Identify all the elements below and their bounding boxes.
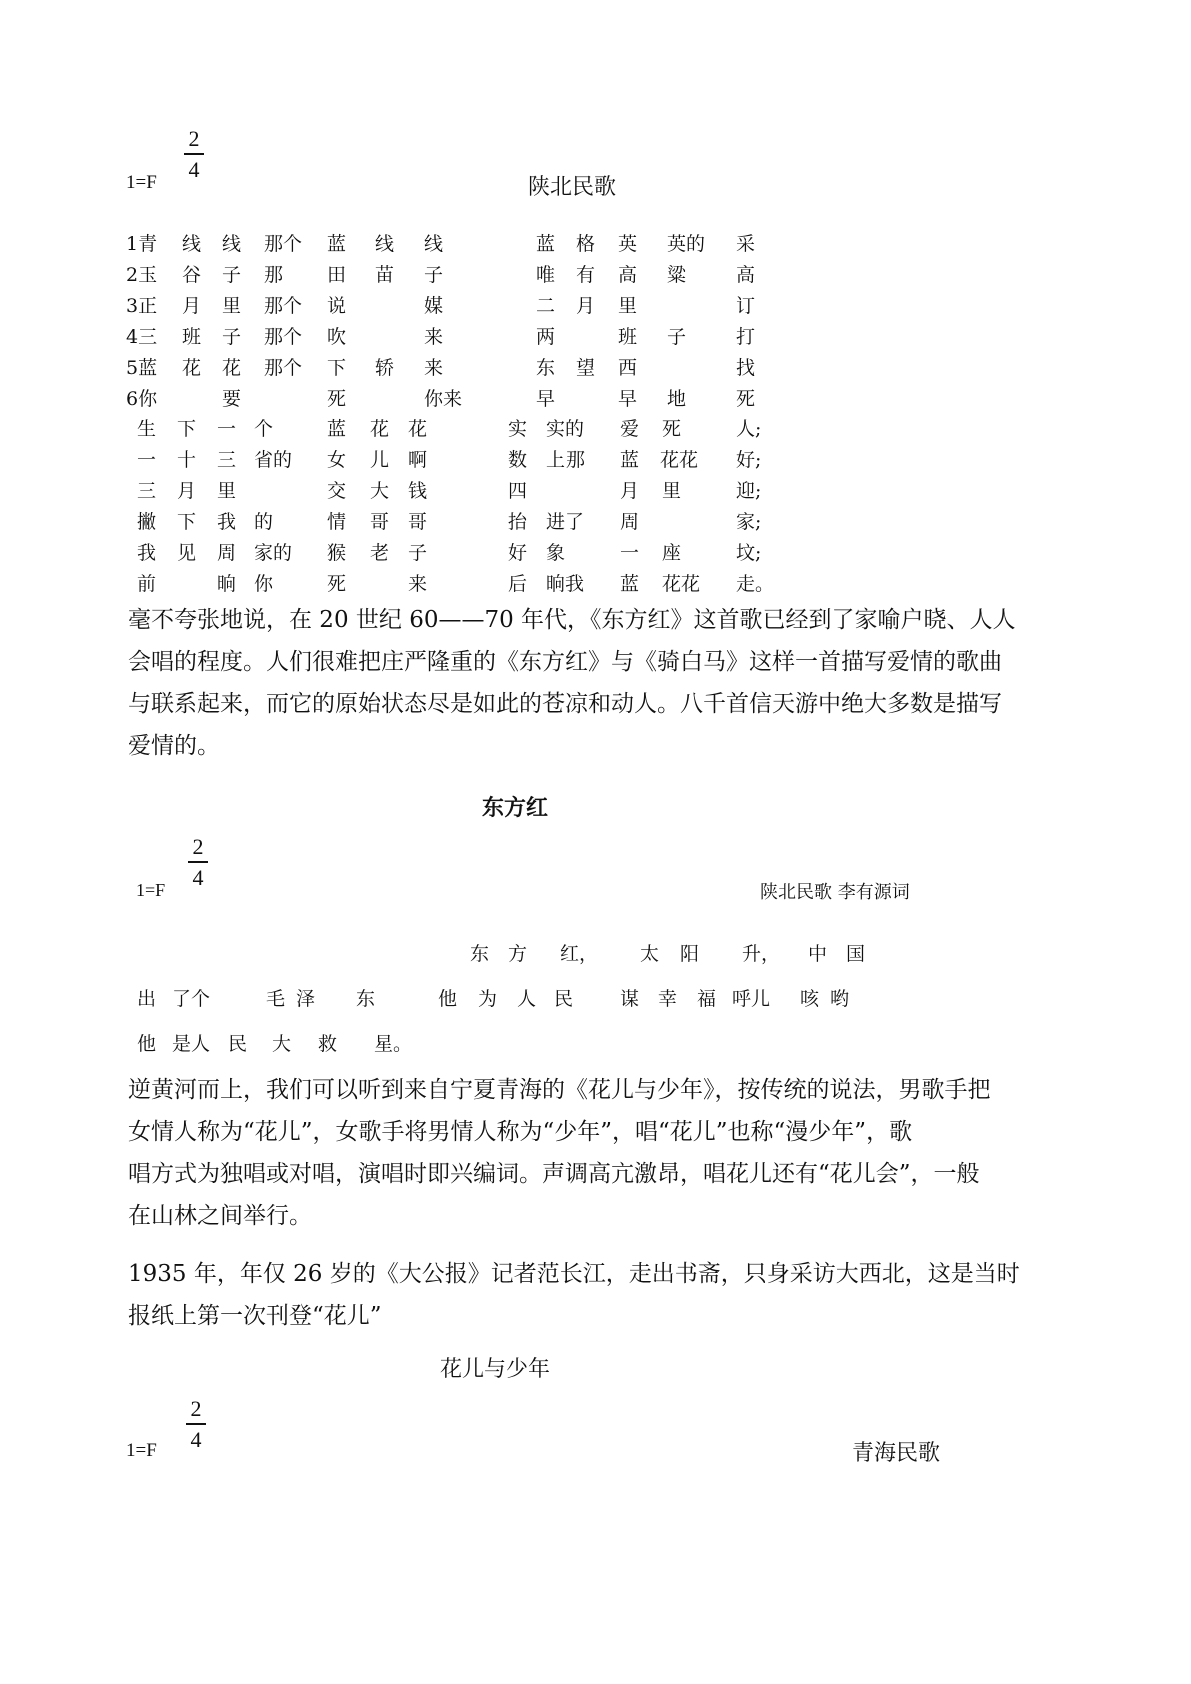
lyric-cell: 四: [508, 480, 528, 502]
lyric-cell: 一: [620, 542, 640, 564]
time-signature: [186, 1398, 206, 1451]
lyric-cell: 象: [546, 542, 566, 564]
lyric-row: [0, 569, 1191, 599]
time-signature-top: 2: [192, 834, 204, 859]
text-line: 报纸上第一次刊登“花儿”: [128, 1303, 382, 1329]
time-signature-top: 2: [190, 1396, 202, 1421]
lyric-cell: 撇: [137, 511, 157, 533]
lyric-cell: 说: [327, 295, 347, 317]
lyric-cell: 3正: [126, 295, 158, 317]
lyric-cell: 家的: [254, 542, 293, 564]
lyric-cell: 蓝: [327, 418, 347, 440]
lyric-cell: 月: [177, 480, 197, 502]
lyric-row: [0, 322, 1191, 352]
time-signature-bottom: 4: [192, 864, 204, 890]
lyric-cell: 格: [576, 233, 596, 255]
text-line: 逆黄河而上，我们可以听到来自宁夏青海的《花儿与少年》，按传统的说法，男歌手把: [128, 1077, 991, 1103]
time-signature-bottom: 4: [190, 1426, 202, 1452]
lyric-cell: 三: [217, 449, 237, 471]
lyric-row: [0, 476, 1191, 506]
lyric-cell: 出: [137, 988, 157, 1010]
lyric-cell: 东: [470, 943, 490, 965]
text-line: 1935 年，年仅 26 岁的《大公报》记者范长江，走出书斋，只身采访大西北，这是当时: [128, 1261, 1020, 1287]
lyric-cell: 啊: [408, 449, 428, 471]
lyric-cell: 好;: [736, 449, 762, 471]
song-title: 花儿与少年: [440, 1357, 551, 1382]
song-key: 1=F: [136, 880, 166, 900]
lyric-cell: 咳: [800, 988, 820, 1010]
lyric-row: [0, 445, 1191, 475]
lyric-cell: 我: [217, 511, 237, 533]
lyric-cell: 坟;: [736, 542, 762, 564]
lyric-cell: 实: [508, 418, 528, 440]
lyric-cell: 晌: [217, 573, 237, 595]
lyric-cell: 蓝: [536, 233, 556, 255]
lyric-cell: 阳: [680, 943, 700, 965]
lyric-cell: 线: [424, 233, 444, 255]
lyric-cell: 你来: [424, 388, 463, 410]
lyric-cell: 月: [576, 295, 596, 317]
lyric-cell: 下: [177, 418, 197, 440]
lyric-cell: 哥: [370, 511, 390, 533]
lyric-cell: 国: [846, 943, 866, 965]
lyric-cell: 两: [536, 326, 556, 348]
lyric-cell: 情: [327, 511, 347, 533]
lyric-cell: 大: [370, 480, 390, 502]
lyric-cell: 花花: [662, 573, 701, 595]
lyric-row: [0, 353, 1191, 383]
lyric-cell: 大: [272, 1033, 292, 1055]
lyric-cell: 一: [217, 418, 237, 440]
lyric-row: [0, 1029, 1191, 1059]
lyric-row: [0, 291, 1191, 321]
lyric-cell: 十: [177, 449, 197, 471]
lyric-cell: 1青: [126, 233, 158, 255]
lyric-cell: 实的: [546, 418, 585, 440]
lyric-cell: 东: [356, 988, 376, 1010]
lyric-cell: 他: [438, 988, 458, 1010]
lyric-cell: 二: [536, 295, 556, 317]
lyric-cell: 田: [327, 264, 347, 286]
lyric-cell: 望: [576, 357, 596, 379]
lyric-cell: 月: [620, 480, 640, 502]
lyric-cell: 花: [182, 357, 202, 379]
lyric-cell: 班: [182, 326, 202, 348]
lyric-cell: 交: [327, 480, 347, 502]
lyric-cell: 中: [808, 943, 828, 965]
lyric-cell: 生: [137, 418, 157, 440]
lyric-cell: 蓝: [620, 573, 640, 595]
lyric-cell: 早: [618, 388, 638, 410]
lyric-cell: 为: [478, 988, 498, 1010]
lyric-cell: 你: [254, 573, 274, 595]
lyric-cell: 谷: [182, 264, 202, 286]
lyric-cell: 线: [182, 233, 202, 255]
lyric-cell: 早: [536, 388, 556, 410]
lyric-cell: 晌我: [546, 573, 585, 595]
paragraph-dongfanghong-intro: [128, 599, 1058, 767]
lyric-cell: 好: [508, 542, 528, 564]
lyric-cell: 的: [254, 511, 274, 533]
lyric-cell: 那个: [264, 295, 303, 317]
lyric-cell: 粱: [667, 264, 687, 286]
lyric-cell: 座: [662, 542, 682, 564]
lyric-cell: 那个: [264, 357, 303, 379]
lyric-cell: 哟: [830, 988, 850, 1010]
text-line: 唱方式为独唱或对唱，演唱时即兴编词。声调高亢激昂，唱花儿还有“花儿会”，一般: [128, 1161, 980, 1187]
lyric-cell: 里: [222, 295, 242, 317]
lyric-cell: 地: [667, 388, 687, 410]
lyric-row: [0, 414, 1191, 444]
text-line: 在山林之间举行。: [128, 1203, 312, 1229]
lyric-cell: 高: [618, 264, 638, 286]
lyric-cell: 女: [327, 449, 347, 471]
lyric-cell: 打: [736, 326, 756, 348]
lyric-cell: 2玉: [126, 264, 158, 286]
song-origin: 陕北民歌: [528, 175, 617, 200]
lyric-cell: 里: [618, 295, 638, 317]
lyric-cell: 上: [546, 449, 566, 471]
lyric-cell: 有: [576, 264, 596, 286]
lyric-cell: 苗: [375, 264, 395, 286]
lyric-cell: 民: [554, 988, 574, 1010]
lyric-row: [0, 229, 1191, 259]
lyric-cell: 子: [222, 326, 242, 348]
lyric-cell: 里: [217, 480, 237, 502]
lyric-row: [0, 384, 1191, 414]
lyric-cell: 方: [508, 943, 528, 965]
song-title: 东方红: [482, 795, 549, 821]
lyric-cell: 子: [408, 542, 428, 564]
lyric-cell: 来: [424, 357, 444, 379]
lyric-cell: 来: [408, 573, 428, 595]
lyric-cell: 前: [137, 573, 157, 595]
lyric-cell: 媒: [424, 295, 444, 317]
lyric-cell: 数: [508, 449, 528, 471]
lyric-cell: 猴: [327, 542, 347, 564]
lyric-cell: 蓝: [620, 449, 640, 471]
song-key: 1=F: [126, 172, 157, 193]
lyric-cell: 线: [375, 233, 395, 255]
lyric-cell: 他: [137, 1033, 157, 1055]
lyric-cell: 那个: [264, 326, 303, 348]
lyric-cell: 班: [618, 326, 638, 348]
lyric-cell: 蓝: [327, 233, 347, 255]
lyric-cell: 那个: [264, 233, 303, 255]
time-signature: [188, 836, 208, 889]
lyric-cell: 儿: [370, 449, 390, 471]
lyric-cell: 采: [736, 233, 756, 255]
lyric-cell: 个: [254, 418, 274, 440]
song-origin: 青海民歌: [852, 1441, 941, 1466]
lyric-cell: 里: [662, 480, 682, 502]
lyric-cell: 死: [736, 388, 756, 410]
lyric-cell: 要: [222, 388, 242, 410]
lyric-cell: 西: [618, 357, 638, 379]
lyric-cell: 了个: [172, 988, 211, 1010]
lyric-cell: 4三: [126, 326, 158, 348]
time-signature-top: 2: [188, 126, 200, 151]
lyric-cell: 进了: [546, 511, 585, 533]
lyric-cell: 来: [424, 326, 444, 348]
lyric-cell: 人;: [736, 418, 762, 440]
lyric-cell: 呼儿: [732, 988, 771, 1010]
lyric-cell: 花: [370, 418, 390, 440]
text-line: 毫不夸张地说，在 20 世纪 60——70 年代，《东方红》这首歌已经到了家喻户晓、人人: [128, 607, 1016, 633]
lyric-cell: 找: [736, 357, 756, 379]
text-line: 爱情的。: [128, 733, 220, 759]
lyric-cell: 下: [327, 357, 347, 379]
lyric-cell: 人: [517, 988, 537, 1010]
lyric-cell: 英: [618, 233, 638, 255]
lyric-cell: 花: [222, 357, 242, 379]
time-signature: [184, 128, 204, 181]
text-line: 会唱的程度。人们很难把庄严隆重的《东方红》与《骑白马》这样一首描写爱情的歌曲: [128, 649, 1002, 675]
lyric-cell: 是人: [172, 1033, 211, 1055]
song-key: 1=F: [126, 1440, 157, 1461]
lyric-row: [0, 507, 1191, 537]
lyric-cell: 迎;: [736, 480, 762, 502]
lyric-cell: 走。: [736, 573, 775, 595]
lyric-cell: 民: [228, 1033, 248, 1055]
lyric-cell: 家;: [736, 511, 762, 533]
lyric-cell: 抬: [508, 511, 528, 533]
lyric-cell: 周: [620, 511, 640, 533]
lyric-cell: 订: [736, 295, 756, 317]
lyric-cell: 死: [662, 418, 682, 440]
lyric-cell: 6你: [126, 388, 158, 410]
lyric-cell: 哥: [408, 511, 428, 533]
lyric-cell: 那: [566, 449, 586, 471]
lyric-cell: 线: [222, 233, 242, 255]
lyric-cell: 死: [327, 388, 347, 410]
lyric-cell: 一: [137, 449, 157, 471]
lyric-cell: 见: [177, 542, 197, 564]
lyric-cell: 老: [370, 542, 390, 564]
lyric-cell: 三: [137, 480, 157, 502]
lyric-cell: 泽: [296, 988, 316, 1010]
lyric-cell: 升，: [742, 943, 781, 965]
lyric-cell: 毛: [266, 988, 286, 1010]
text-line: 女情人称为“花儿”，女歌手将男情人称为“少年”，唱“花儿”也称“漫少年”，歌: [128, 1119, 913, 1145]
lyric-row: [0, 538, 1191, 568]
lyric-cell: 我: [137, 542, 157, 564]
lyric-cell: 子: [667, 326, 687, 348]
lyric-cell: 后: [508, 573, 528, 595]
lyric-cell: 救: [318, 1033, 338, 1055]
lyric-cell: 福: [697, 988, 717, 1010]
lyric-cell: 钱: [408, 480, 428, 502]
lyric-cell: 吹: [327, 326, 347, 348]
lyric-cell: 下: [177, 511, 197, 533]
lyric-cell: 花花: [660, 449, 699, 471]
lyric-row: [0, 260, 1191, 290]
lyric-cell: 5蓝: [126, 357, 158, 379]
lyric-cell: 那: [264, 264, 284, 286]
lyric-cell: 周: [217, 542, 237, 564]
lyric-row: [0, 939, 1191, 969]
lyric-cell: 东: [536, 357, 556, 379]
lyric-cell: 高: [736, 264, 756, 286]
paragraph-fanchangjiang: [128, 1253, 1058, 1337]
lyric-cell: 爱: [620, 418, 640, 440]
lyric-cell: 英的: [667, 233, 706, 255]
song-credit: 陕北民歌 李有源词: [760, 882, 910, 903]
lyric-cell: 子: [222, 264, 242, 286]
lyric-cell: 谋: [620, 988, 640, 1010]
time-signature-bottom: 4: [188, 156, 200, 182]
lyric-cell: 太: [640, 943, 660, 965]
lyric-cell: 死: [327, 573, 347, 595]
lyric-row: [0, 984, 1191, 1014]
lyric-cell: 星。: [374, 1033, 413, 1055]
lyric-cell: 月: [182, 295, 202, 317]
lyric-cell: 红，: [560, 943, 599, 965]
lyric-cell: 唯: [536, 264, 556, 286]
text-line: 与联系起来，而它的原始状态尽是如此的苍凉和动人。八千首信天游中绝大多数是描写: [128, 691, 1002, 717]
lyric-cell: 花: [408, 418, 428, 440]
lyric-cell: 省的: [254, 449, 293, 471]
lyric-cell: 幸: [658, 988, 678, 1010]
lyric-cell: 子: [424, 264, 444, 286]
lyric-cell: 轿: [375, 357, 395, 379]
paragraph-huaer-intro: [128, 1069, 1058, 1237]
